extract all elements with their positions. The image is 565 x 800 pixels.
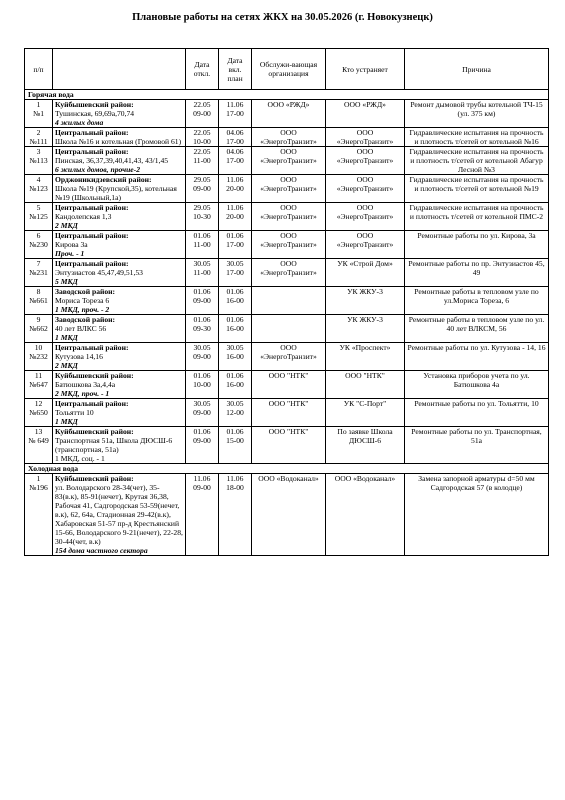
row-index: 7 — [36, 259, 41, 268]
row-index: 8 — [36, 287, 41, 296]
time-on: 17-00 — [226, 156, 244, 165]
date-off-cell — [186, 287, 219, 315]
address: 40 лет ВЛКС 56 — [55, 324, 107, 333]
house-count-note: 154 дома частного сектора — [55, 546, 148, 555]
address-cell — [53, 175, 186, 203]
table-row — [25, 474, 549, 556]
header-num: п/п — [25, 49, 53, 90]
date-off-cell — [186, 100, 219, 128]
address: Кирова 3а — [55, 240, 88, 249]
address: Батюшкова 3а,4,4а — [55, 380, 116, 389]
fixer-cell: ООО «Водоканал» — [326, 474, 405, 556]
date-off: 29.05 — [193, 203, 211, 212]
date-off-cell — [186, 147, 219, 175]
house-count-note: Проч. - 1 — [55, 249, 85, 258]
time-off: 11-00 — [193, 156, 211, 165]
section-title: Горячая вода — [25, 90, 549, 100]
reason-cell: Ремонтные работы по ул. Кутузова - 14, 16 — [405, 343, 549, 371]
org-cell: ООО "НТК" — [252, 427, 326, 464]
row-index: 6 — [36, 231, 41, 240]
table-row — [25, 315, 549, 343]
date-off-cell — [186, 371, 219, 399]
address: Мориса Тореза 6 — [55, 296, 110, 305]
row-index: 12 — [34, 399, 43, 408]
org-cell: ООО «ЭнергоТранзит» — [252, 128, 326, 147]
fixer-cell: УК "С-Порт" — [326, 399, 405, 427]
date-on: 11.06 — [226, 203, 244, 212]
time-on: 17-00 — [226, 268, 244, 277]
org-cell: ООО «ЭнергоТранзит» — [252, 343, 326, 371]
date-off: 22.05 — [193, 100, 211, 109]
district: Центральный район: — [55, 343, 129, 352]
date-off: 01.06 — [193, 427, 211, 436]
date-off: 01.06 — [193, 315, 211, 324]
time-on: 18-00 — [226, 483, 244, 492]
date-on: 11.06 — [226, 474, 244, 483]
address: Тушинская, 69,69а,70,74 — [55, 109, 135, 118]
house-count-note: 6 жилых домов, прочие-2 — [55, 165, 140, 174]
house-count-note: 2 МКД, проч. - 1 — [55, 389, 110, 398]
house-count-note: 4 жилых дома — [55, 118, 104, 127]
address-cell — [53, 203, 186, 231]
date-on: 01.06 — [226, 287, 244, 296]
row-index: 5 — [36, 203, 41, 212]
address: ул. Володарского 28-34(чет), 35-83(в.к), 85-91(нечет), Крутая 36,38, Рабочая 41, Садгородская 53-59(нечет, в.к), 62, 64а, Стадионная 29-42(в.к), Хабаровская 51-57 пр-д Крестьянский 15-66, Володарского 9-21(нечет), 22-28, 30-44(чет, в.к) — [55, 483, 183, 546]
header-row — [25, 49, 549, 90]
address: Тольятти 10 — [55, 408, 94, 417]
address-cell — [53, 147, 186, 175]
table-row — [25, 259, 549, 287]
date-on-cell — [219, 427, 252, 464]
table-row — [25, 203, 549, 231]
date-off: 30.05 — [193, 343, 211, 352]
time-on: 17-00 — [226, 240, 244, 249]
reason-cell: Замена запорной арматуры d=50 мм Садгородская 57 (в колодце) — [405, 474, 549, 556]
fixer-cell: По заявке Школа ДЮСШ-6 — [326, 427, 405, 464]
house-count-note: 2 МКД — [55, 361, 78, 370]
row-id: №230 — [29, 240, 48, 249]
row-id: №125 — [29, 212, 48, 221]
reason-cell: Гидравлические испытания на прочность и плотность т/сетей от котельной №16 — [405, 128, 549, 147]
header-fixer: Кто устраняет — [326, 49, 405, 90]
header-address — [53, 49, 186, 90]
fixer-cell: ООО «ЭнергоТранзит» — [326, 147, 405, 175]
date-on-cell — [219, 147, 252, 175]
date-on-cell — [219, 259, 252, 287]
org-cell — [252, 287, 326, 315]
house-count-note: 5 МКД — [55, 277, 78, 286]
row-id: №196 — [29, 483, 48, 492]
address-cell — [53, 100, 186, 128]
date-on: 30.05 — [226, 259, 244, 268]
fixer-cell: УК «Строй Дом» — [326, 259, 405, 287]
org-cell: ООО «ЭнергоТранзит» — [252, 147, 326, 175]
date-off: 30.05 — [193, 399, 211, 408]
row-id: №662 — [29, 324, 48, 333]
date-off-cell — [186, 203, 219, 231]
reason-cell: Ремонтные работы в тепловом узле по ул. 40 лет ВЛКСМ, 56 — [405, 315, 549, 343]
date-off: 01.06 — [193, 287, 211, 296]
address-cell — [53, 399, 186, 427]
date-off: 22.05 — [193, 147, 211, 156]
time-on: 12-00 — [226, 408, 244, 417]
date-off-cell — [186, 231, 219, 259]
date-off-cell — [186, 315, 219, 343]
fixer-cell: ООО "НТК" — [326, 371, 405, 399]
row-id: №113 — [29, 156, 48, 165]
date-on-cell — [219, 287, 252, 315]
row-number-cell — [25, 175, 53, 203]
date-off: 29.05 — [193, 175, 211, 184]
row-index: 3 — [36, 147, 41, 156]
address: Транспортная 51а, Школа ДЮСШ-6 (транспортная, 51а) — [55, 436, 173, 454]
header-org: Обслужи-вающая организация — [252, 49, 326, 90]
reason-cell: Установка приборов учета по ул. Батюшкова 4а — [405, 371, 549, 399]
address: Кандолепская 1,3 — [55, 212, 112, 221]
time-off: 10-00 — [193, 137, 211, 146]
row-id: №232 — [29, 352, 48, 361]
address-cell — [53, 371, 186, 399]
date-off-cell — [186, 343, 219, 371]
row-number-cell — [25, 343, 53, 371]
time-off: 09-00 — [193, 408, 211, 417]
time-off: 09-00 — [193, 109, 211, 118]
row-id: №231 — [29, 268, 48, 277]
row-number-cell — [25, 427, 53, 464]
district: Центральный район: — [55, 203, 129, 212]
time-off: 09-00 — [193, 436, 211, 445]
fixer-cell: УК ЖКУ-3 — [326, 315, 405, 343]
row-number-cell — [25, 287, 53, 315]
date-on-cell — [219, 203, 252, 231]
header-date-on: Дата вкл. план — [219, 49, 252, 90]
row-number-cell — [25, 371, 53, 399]
table-row — [25, 371, 549, 399]
time-off: 09-30 — [193, 324, 211, 333]
house-count-note: 2 МКД — [55, 221, 78, 230]
time-on: 17-00 — [226, 137, 244, 146]
table-row — [25, 100, 549, 128]
time-on: 16-00 — [226, 380, 244, 389]
district: Центральный район: — [55, 399, 129, 408]
date-on-cell — [219, 231, 252, 259]
date-on-cell — [219, 175, 252, 203]
date-on-cell — [219, 100, 252, 128]
address: Школа №19 (Крупской,35), котельная №19 (Школьный,1а) — [55, 184, 177, 202]
address-cell — [53, 474, 186, 556]
row-number-cell — [25, 259, 53, 287]
address: Энтузиастов 45,47,49,51,53 — [55, 268, 143, 277]
section-row — [25, 90, 549, 100]
section-row — [25, 464, 549, 474]
district: Куйбышевский район: — [55, 474, 134, 483]
table-row — [25, 231, 549, 259]
date-off-cell — [186, 427, 219, 464]
row-number-cell — [25, 100, 53, 128]
org-cell: ООО «ЭнергоТранзит» — [252, 259, 326, 287]
org-cell: ООО «ЭнергоТранзит» — [252, 231, 326, 259]
date-on: 11.06 — [226, 100, 244, 109]
section-title: Холодная вода — [25, 464, 549, 474]
fixer-cell: ООО «ЭнергоТранзит» — [326, 128, 405, 147]
house-count-note: 1 МКД, проч. - 2 — [55, 305, 110, 314]
org-cell: ООО "НТК" — [252, 399, 326, 427]
date-on-cell — [219, 315, 252, 343]
time-off: 09-00 — [193, 483, 211, 492]
house-count-note: 1 МКД, соц. - 1 — [55, 454, 105, 463]
fixer-cell: УК «Проспект» — [326, 343, 405, 371]
table-row — [25, 128, 549, 147]
date-on: 01.06 — [226, 231, 244, 240]
table-body — [25, 90, 549, 556]
reason-cell: Гидравлические испытания на прочность и плотность т/сетей от котельной ПМС-2 — [405, 203, 549, 231]
time-off: 11-00 — [193, 240, 211, 249]
date-off-cell — [186, 474, 219, 556]
table-row — [25, 399, 549, 427]
date-off: 01.06 — [193, 371, 211, 380]
date-off: 30.05 — [193, 259, 211, 268]
date-off-cell — [186, 128, 219, 147]
district: Центральный район: — [55, 147, 129, 156]
org-cell: ООО «ЭнергоТранзит» — [252, 175, 326, 203]
time-off: 09-00 — [193, 184, 211, 193]
row-index: 1 — [36, 474, 41, 483]
header-reason: Причина — [405, 49, 549, 90]
row-index: 11 — [34, 371, 43, 380]
row-number-cell — [25, 315, 53, 343]
district: Центральный район: — [55, 128, 129, 137]
row-index: 1 — [36, 100, 41, 109]
page-title: Плановые работы на сетях ЖКХ на 30.05.2026 (г. Новокузнецк) — [132, 12, 433, 23]
district: Заводской район: — [55, 315, 116, 324]
address-cell — [53, 315, 186, 343]
reason-cell: Ремонтные работы в тепловом узле по ул.Мориса Тореза, 6 — [405, 287, 549, 315]
date-off: 22.05 — [193, 128, 211, 137]
time-off: 10-30 — [193, 212, 211, 221]
works-table — [24, 48, 549, 556]
address-cell — [53, 128, 186, 147]
org-cell: ООО «Водоканал» — [252, 474, 326, 556]
date-on: 30.05 — [226, 399, 244, 408]
table-row — [25, 147, 549, 175]
date-on: 01.06 — [226, 427, 244, 436]
row-id: №123 — [29, 184, 48, 193]
address-cell — [53, 259, 186, 287]
date-on-cell — [219, 371, 252, 399]
row-number-cell — [25, 474, 53, 556]
reason-cell: Гидравлические испытания на прочность и плотность т/сетей от котельной №19 — [405, 175, 549, 203]
date-on: 11.06 — [226, 175, 244, 184]
org-cell: ООО «ЭнергоТранзит» — [252, 203, 326, 231]
fixer-cell: УК ЖКУ-3 — [326, 287, 405, 315]
row-number-cell — [25, 128, 53, 147]
row-number-cell — [25, 399, 53, 427]
date-on-cell — [219, 128, 252, 147]
date-on: 01.06 — [226, 371, 244, 380]
house-count-note: 1 МКД — [55, 417, 78, 426]
table-row — [25, 175, 549, 203]
address: Пинская, 36,37,39,40,41,43, 43/1,45 — [55, 156, 169, 165]
reason-cell: Гидравлические испытания на прочность и плотность т/сетей от котельной Абагур Лесной №3 — [405, 147, 549, 175]
fixer-cell: ООО «ЭнергоТранзит» — [326, 203, 405, 231]
header-date-off: Дата откл. — [186, 49, 219, 90]
date-on-cell — [219, 399, 252, 427]
address-cell — [53, 287, 186, 315]
date-on-cell — [219, 474, 252, 556]
time-off: 10-00 — [193, 380, 211, 389]
org-cell: ООО "НТК" — [252, 371, 326, 399]
row-id: №661 — [29, 296, 48, 305]
row-id: № 649 — [28, 436, 49, 445]
row-id: №111 — [29, 137, 48, 146]
time-on: 20-00 — [226, 212, 244, 221]
table-row — [25, 427, 549, 464]
district: Куйбышевский район: — [55, 427, 134, 436]
date-off: 01.06 — [193, 231, 211, 240]
org-cell: ООО «РЖД» — [252, 100, 326, 128]
row-id: №1 — [32, 109, 45, 118]
fixer-cell: ООО «ЭнергоТранзит» — [326, 231, 405, 259]
date-off: 11.06 — [193, 474, 211, 483]
date-on: 04.06 — [226, 128, 244, 137]
time-on: 17-00 — [226, 109, 244, 118]
table-row — [25, 343, 549, 371]
address: Школа №16 и котельная (Громовой 61) — [55, 137, 182, 146]
date-on: 30.05 — [226, 343, 244, 352]
district: Центральный район: — [55, 231, 129, 240]
time-on: 16-00 — [226, 324, 244, 333]
time-on: 15-00 — [226, 436, 244, 445]
row-id: №650 — [29, 408, 48, 417]
address-cell — [53, 343, 186, 371]
date-off-cell — [186, 259, 219, 287]
address: Кутузова 14,16 — [55, 352, 103, 361]
reason-cell: Ремонтные работы по ул. Транспортная, 51а — [405, 427, 549, 464]
reason-cell: Ремонт дымовой трубы котельной ТЧ-15 (ул. 375 км) — [405, 100, 549, 128]
row-index: 10 — [34, 343, 43, 352]
row-number-cell — [25, 231, 53, 259]
row-number-cell — [25, 147, 53, 175]
date-off-cell — [186, 175, 219, 203]
row-index: 9 — [36, 315, 41, 324]
district: Орджоникидзевский район: — [55, 175, 152, 184]
date-on: 04.06 — [226, 147, 244, 156]
district: Куйбышевский район: — [55, 100, 134, 109]
date-off-cell — [186, 399, 219, 427]
district: Заводской район: — [55, 287, 116, 296]
address-cell — [53, 427, 186, 464]
fixer-cell: ООО «ЭнергоТранзит» — [326, 175, 405, 203]
date-on: 01.06 — [226, 315, 244, 324]
district: Центральный район: — [55, 259, 129, 268]
reason-cell: Ремонтные работы по пр. Энтузиастов 45, 49 — [405, 259, 549, 287]
reason-cell: Ремонтные работы по ул. Кирова, 3а — [405, 231, 549, 259]
time-off: 09-00 — [193, 352, 211, 361]
row-index: 2 — [36, 128, 41, 137]
table-row — [25, 287, 549, 315]
address-cell — [53, 231, 186, 259]
district: Куйбышевский район: — [55, 371, 134, 380]
row-id: №647 — [29, 380, 48, 389]
org-cell — [252, 315, 326, 343]
time-on: 16-00 — [226, 296, 244, 305]
row-number-cell — [25, 203, 53, 231]
house-count-note: 1 МКД — [55, 333, 78, 342]
row-index: 4 — [36, 175, 41, 184]
time-off: 09-00 — [193, 296, 211, 305]
fixer-cell: ООО «РЖД» — [326, 100, 405, 128]
row-index: 13 — [34, 427, 43, 436]
time-off: 11-00 — [193, 268, 211, 277]
date-on-cell — [219, 343, 252, 371]
time-on: 16-00 — [226, 352, 244, 361]
reason-cell: Ремонтные работы по ул. Тольятти, 10 — [405, 399, 549, 427]
time-on: 20-00 — [226, 184, 244, 193]
